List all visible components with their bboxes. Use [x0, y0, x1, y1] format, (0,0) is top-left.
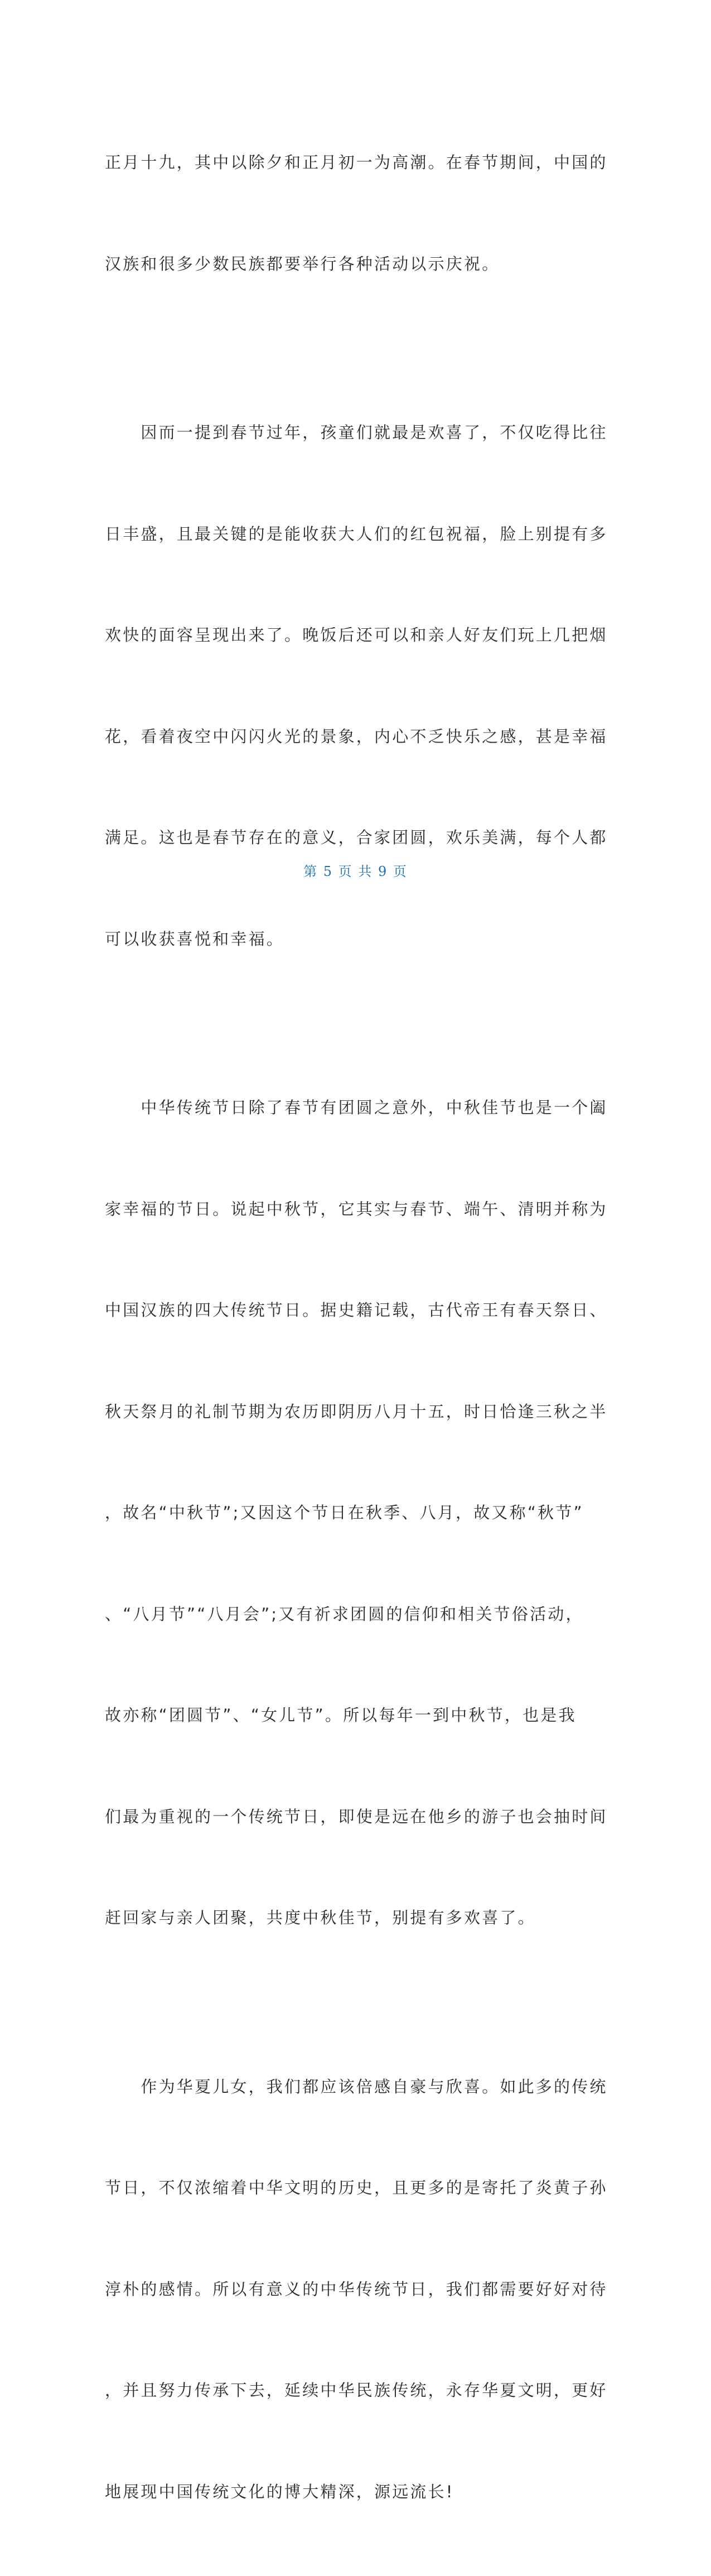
paragraph	[105, 348, 596, 1023]
text-line: ，故名“中秋节”;又因这个节日在秋季、八月，故又称“秋节”	[105, 1496, 596, 1530]
text-line: 家幸福的节日。说起中秋节，它其实与春节、端午、清明并称为	[105, 1192, 596, 1226]
text-line: 赶回家与亲人团聚，共度中秋佳节，别提有多欢喜了。	[105, 1901, 596, 1935]
text-line: 作为华夏儿女，我们都应该倍感自豪与欣喜。如此多的传统	[105, 2070, 596, 2104]
text-line: 正月十九，其中以除夕和正月初一为高潮。在春节期间，中国的	[105, 146, 596, 180]
text-line: 日丰盛，且最关键的是能收获大人们的红包祝福，脸上别提有多	[105, 517, 596, 551]
text-line: 可以收获喜悦和幸福。	[105, 922, 596, 956]
text-line: 汉族和很多少数民族都要举行各种活动以示庆祝。	[105, 247, 596, 281]
text-line: 秋天祭月的礼制节期为农历即阴历八月十五，时日恰逢三秋之半	[105, 1395, 596, 1429]
text-line: 中华传统节日除了春节有团圆之意外，中秋佳节也是一个阖	[105, 1091, 596, 1125]
text-line: 因而一提到春节过年，孩童们就最是欢喜了，不仅吃得比往	[105, 416, 596, 450]
paragraph	[105, 1023, 596, 2002]
text-line: 淳朴的感情。所以有意义的中华传统节日，我们都需要好好对待	[105, 2272, 596, 2307]
page-number-footer: 第 5 页 共 9 页	[0, 860, 711, 880]
text-line: 花，看着夜空中闪闪火光的景象，内心不乏快乐之感，甚是幸福	[105, 720, 596, 754]
text-line: 、“八月节”“八月会”;又有祈求团圆的信仰和相关节俗活动，	[105, 1597, 596, 1631]
text-line: 地展现中国传统文化的博大精深，源远流长!	[105, 2475, 596, 2509]
text-line: 故亦称“团圆节”、“女儿节”。所以每年一到中秋节，也是我	[105, 1698, 596, 1732]
paragraph	[105, 2002, 596, 2576]
text-line: ，并且努力传承下去，延续中华民族传统，永存华夏文明，更好	[105, 2373, 596, 2408]
text-line: 满足。这也是春节存在的意义，合家团圆，欢乐美满，每个人都	[105, 821, 596, 855]
text-line: 节日，不仅浓缩着中华文明的历史，且更多的是寄托了炎黄子孙	[105, 2171, 596, 2205]
text-line: 们最为重视的一个传统节日，即使是远在他乡的游子也会抽时间	[105, 1800, 596, 1834]
text-line: 欢快的面容呈现出来了。晚饭后还可以和亲人好友们玩上几把烟	[105, 618, 596, 652]
document-body	[105, 78, 596, 2576]
text-line: 中国汉族的四大传统节日。据史籍记载，古代帝王有春天祭日、	[105, 1293, 596, 1327]
paragraph	[105, 78, 596, 348]
document-page	[0, 0, 711, 921]
